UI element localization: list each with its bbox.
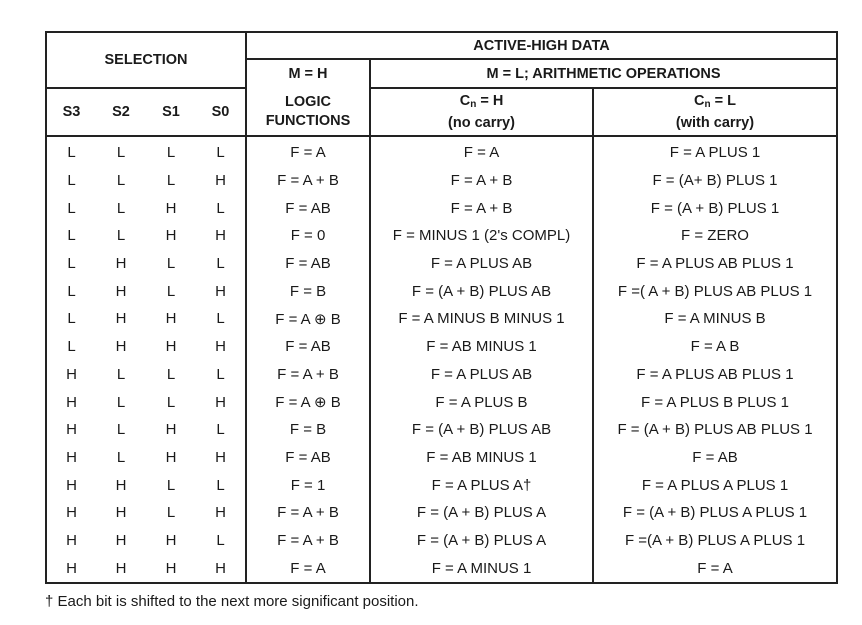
table-row (46, 305, 837, 333)
cell-s0: L (196, 136, 246, 167)
cell-nc: F = A PLUS B (370, 388, 593, 416)
cell-s1: L (166, 476, 176, 494)
cell-logic: F = A (246, 554, 370, 583)
table-row (46, 277, 837, 305)
cell-logic: F = 1 (246, 471, 370, 499)
cell-logic: F = A + B (246, 527, 370, 555)
cell-s3: H (46, 388, 96, 416)
cell-s0: L (196, 361, 246, 389)
table-row (46, 471, 837, 499)
cell-s1: H (146, 554, 196, 583)
cell-s0: L (196, 194, 246, 222)
cell-s2: H (115, 310, 127, 328)
cell-s2: L (116, 144, 126, 162)
no-carry-header (370, 88, 593, 136)
table-row (46, 194, 837, 222)
cell-s0: H (196, 222, 246, 250)
cell-s2: H (115, 282, 127, 300)
selection-header: SELECTION (46, 32, 246, 88)
cell-s3: H (46, 444, 96, 472)
cell-wc: F = (A + B) PLUS 1 (593, 194, 837, 222)
cell-s3: L (46, 167, 96, 195)
cell-nc: F = A MINUS B MINUS 1 (370, 305, 593, 333)
cn-l-eq: = L (710, 92, 736, 109)
cell-wc: F = A PLUS B PLUS 1 (593, 388, 837, 416)
function-table-wrapper (45, 31, 838, 584)
cell-logic: F = A + B (246, 361, 370, 389)
s3-header: S3 (46, 88, 96, 136)
cell-s2: H (115, 531, 127, 549)
table-row (46, 333, 837, 361)
s1-header: S1 (146, 88, 196, 136)
s2-header: S2 (96, 88, 146, 136)
with-carry-header (593, 88, 837, 136)
table-row (46, 222, 837, 250)
cell-wc: F = AB (593, 444, 837, 472)
cell-s1: L (166, 282, 176, 300)
table-row (46, 136, 837, 167)
cn-l-c: C (694, 92, 705, 109)
cell-logic: F = A ⊕ B (246, 388, 370, 416)
cell-nc: F = A (370, 136, 593, 167)
cell-s0: H (196, 388, 246, 416)
cell-s1: H (165, 338, 177, 356)
cell-s0: H (196, 499, 246, 527)
cell-s0: L (196, 305, 246, 333)
cell-s3: L (46, 333, 96, 361)
cell-s3: L (46, 222, 96, 250)
cell-nc: F = (A + B) PLUS A (370, 527, 593, 555)
cell-nc: F = A MINUS 1 (370, 554, 593, 583)
cell-logic: F = A + B (246, 499, 370, 527)
cell-logic: F = A ⊕ B (246, 305, 370, 333)
cell-s2: L (116, 421, 126, 439)
table-row (46, 499, 837, 527)
cell-nc: F = (A + B) PLUS AB (370, 277, 593, 305)
cell-s1: H (165, 227, 177, 245)
cn-h-sub: n (470, 98, 477, 110)
cell-wc: F = A PLUS AB PLUS 1 (593, 250, 837, 278)
cell-s3: H (46, 554, 96, 583)
cell-wc: F = A PLUS A PLUS 1 (593, 471, 837, 499)
cell-s3: L (46, 277, 96, 305)
cell-s3: L (46, 305, 96, 333)
with-carry-label: (with carry) (675, 114, 755, 131)
table-row (46, 444, 837, 472)
footnote: † Each bit is shifted to the next more significant position. (45, 593, 419, 610)
cell-s1: L (166, 365, 176, 383)
cell-logic: F = 0 (246, 222, 370, 250)
cell-s3: H (46, 499, 96, 527)
cell-logic: F = AB (246, 444, 370, 472)
cell-s1: H (165, 531, 177, 549)
functions-label: FUNCTIONS (265, 112, 351, 129)
cell-nc: F = AB MINUS 1 (370, 444, 593, 472)
cell-s0: L (196, 471, 246, 499)
cell-s1: H (165, 421, 177, 439)
cell-s1: H (165, 310, 177, 328)
cell-s2: L (116, 199, 126, 217)
cell-logic: F = A (246, 136, 370, 167)
cell-s3: H (46, 471, 96, 499)
table-row (46, 167, 837, 195)
cell-nc: F = A PLUS A† (370, 471, 593, 499)
cell-s2: H (115, 504, 127, 522)
alu-function-table (45, 31, 838, 584)
cell-s2: H (115, 476, 127, 494)
table-body (46, 136, 837, 583)
cell-logic: F = B (246, 416, 370, 444)
s0-header: S0 (196, 88, 246, 136)
cell-nc: F = A + B (370, 167, 593, 195)
logic-label: LOGIC (285, 93, 331, 110)
table-row (46, 361, 837, 389)
cell-wc: F = A PLUS AB PLUS 1 (593, 361, 837, 389)
active-high-data-header: ACTIVE-HIGH DATA (246, 32, 837, 59)
cell-s0: L (196, 416, 246, 444)
m-h-header: M = H (246, 59, 370, 88)
cell-s3: L (46, 250, 96, 278)
cell-nc: F = A PLUS AB (370, 250, 593, 278)
cell-s3: H (46, 361, 96, 389)
cell-nc: F = A PLUS AB (370, 361, 593, 389)
cell-s2: H (96, 554, 146, 583)
logic-functions-header (246, 88, 370, 136)
cell-logic: F = AB (246, 250, 370, 278)
cell-logic: F = A + B (246, 167, 370, 195)
cell-s2: L (116, 393, 126, 411)
cell-s1: H (165, 448, 177, 466)
cell-wc: F =( A + B) PLUS AB PLUS 1 (593, 277, 837, 305)
cell-s0: H (196, 333, 246, 361)
table-row (46, 250, 837, 278)
cell-nc: F = A + B (370, 194, 593, 222)
cell-wc: F =(A + B) PLUS A PLUS 1 (593, 527, 837, 555)
cell-s2: L (116, 172, 126, 190)
cell-wc: F = A B (593, 333, 837, 361)
cell-s3: L (46, 136, 96, 167)
cell-s0: L (196, 250, 246, 278)
cell-logic: F = AB (246, 194, 370, 222)
cell-nc: F = MINUS 1 (2's COMPL) (370, 222, 593, 250)
cell-s2: L (116, 365, 126, 383)
cell-s3: H (46, 416, 96, 444)
cell-s2: H (115, 255, 127, 273)
cell-s1: H (165, 199, 177, 217)
cell-s3: L (46, 194, 96, 222)
table-row (46, 388, 837, 416)
table-row (46, 554, 837, 583)
cell-logic: F = AB (246, 333, 370, 361)
cell-s1: L (166, 144, 176, 162)
cell-wc: F = A (593, 554, 837, 583)
cn-h-c: C (459, 92, 471, 109)
m-l-arithmetic-header: M = L; ARITHMETIC OPERATIONS (370, 59, 837, 88)
cell-s0: H (196, 277, 246, 305)
cell-nc: F = AB MINUS 1 (370, 333, 593, 361)
cell-nc: F = (A + B) PLUS A (370, 499, 593, 527)
table-row (46, 416, 837, 444)
cell-wc: F = A MINUS B (593, 305, 837, 333)
cell-s3: H (46, 527, 96, 555)
cell-s2: L (116, 448, 126, 466)
table-row (46, 527, 837, 555)
cn-h-eq: = H (476, 92, 504, 109)
cell-logic: F = B (246, 277, 370, 305)
cell-s0: L (196, 527, 246, 555)
cell-s2: H (115, 338, 127, 356)
cell-s1: L (166, 393, 176, 411)
cell-wc: F = (A+ B) PLUS 1 (593, 167, 837, 195)
cell-wc: F = (A + B) PLUS A PLUS 1 (593, 499, 837, 527)
cell-s1: L (166, 172, 176, 190)
cell-wc: F = A PLUS 1 (593, 136, 837, 167)
cell-wc: F = ZERO (593, 222, 837, 250)
cell-s1: L (166, 504, 176, 522)
no-carry-label: (no carry) (448, 114, 515, 131)
cell-wc: F = (A + B) PLUS AB PLUS 1 (593, 416, 837, 444)
cell-s0: H (196, 167, 246, 195)
cell-s0: H (196, 444, 246, 472)
cell-nc: F = (A + B) PLUS AB (370, 416, 593, 444)
cn-l-sub: n (704, 98, 711, 110)
cell-s2: L (116, 227, 126, 245)
cell-s1: L (166, 255, 176, 273)
cell-s0: H (196, 554, 246, 583)
